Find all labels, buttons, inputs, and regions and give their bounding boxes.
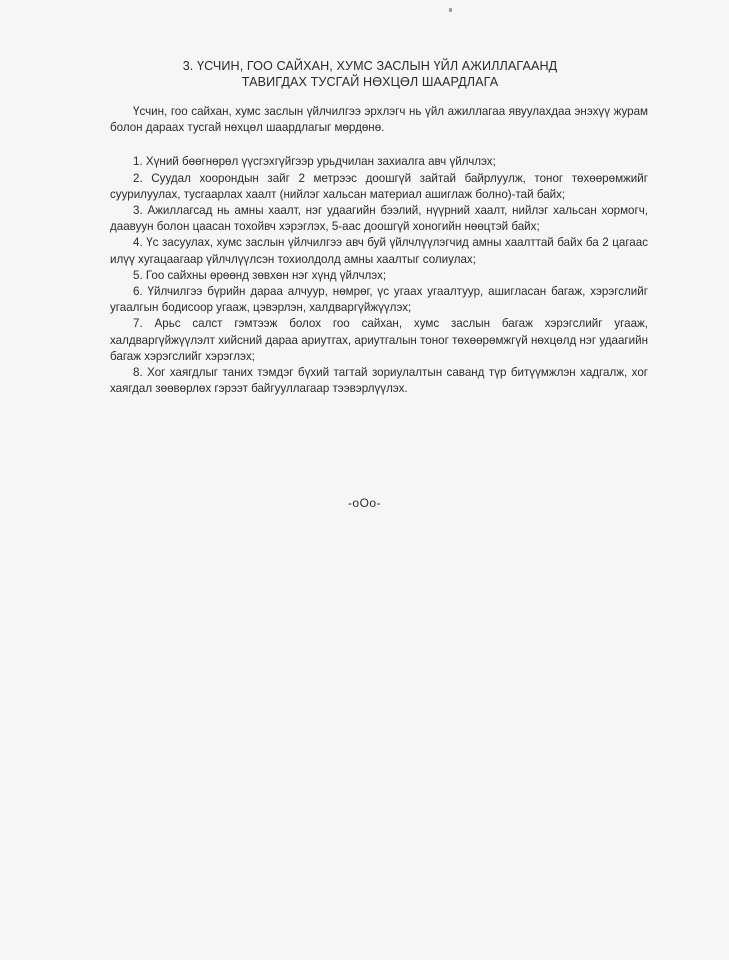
- document-title: [130, 58, 610, 90]
- requirement-item-2: 2. Суудал хоорондын зайг 2 метрээс доошгүй зайтай байрлуулж, тоног төхөөрөмжийг суурилуулах, тусгаарлах хаалт (нийлэг хальсан материал ашиглаж болно)-тай байх;: [110, 171, 648, 201]
- title-line-2: ТАВИГДАХ ТУСГАЙ НӨХЦӨЛ ШААРДЛАГА: [241, 75, 499, 89]
- end-mark: -oOo-: [347, 496, 382, 510]
- requirement-item-1: 1. Хүний бөөгнөрөл үүсгэхгүйгээр урьдчилан захиалга авч үйлчлэх;: [133, 155, 496, 169]
- requirement-item-4: 4. Үс засуулах, хумс заслын үйлчилгээ авч буй үйлчлүүлэгчид амны хаалттай байх ба 2 цагаас илүү хугацаагаар үйлчлүүлсэн тохиолдолд амны хаалтыг солиулах;: [110, 236, 648, 266]
- scan-speck: [449, 8, 452, 12]
- requirement-item-5: 5. Гоо сайхны өрөөнд зөвхөн нэг хүнд үйлчлэх;: [133, 268, 387, 282]
- intro-paragraph: Үсчин, гоо сайхан, хумс заслын үйлчилгээ эрхлэгч нь үйл ажиллагаа явуулахдаа энэхүү журам болон дараах тусгай нөхцөл шаардлагыг мөрдөнө.: [110, 105, 648, 135]
- requirement-item-8: 8. Хог хаягдлыг таних тэмдэг бүхий тагтай зориулалтын саванд түр битүүмжлэн хадгалж, хог хаягдал зөөвөрлөх гэрээт байгууллагаар тээвэрлүүлэх.: [110, 366, 648, 396]
- requirement-item-3: 3. Ажиллагсад нь амны хаалт, нэг удаагийн бээлий, нүүрний хаалт, нийлэг хальсан хормогч, даавуун болон цаасан тохойвч хэрэглэх, 5-аас доошгүй хоногийн нөөцтэй байх;: [110, 204, 648, 234]
- requirement-item-6: 6. Үйлчилгээ бүрийн дараа алчуур, нөмрөг, үс угаах угаалтуур, ашигласан багаж, хэрэгслийг угаалгын бодисоор угааж, цэвэрлэн, халдваргүйжүүлэх;: [110, 285, 648, 315]
- title-line-1: 3. ҮСЧИН, ГОО САЙХАН, ХУМС ЗАСЛЫН ҮЙЛ АЖИЛЛАГААНД: [182, 59, 558, 73]
- requirement-item-7: 7. Арьс салст гэмтээж болох гоо сайхан, хумс заслын багаж хэрэгслийг угааж, халдваргүйжүүлэлт хийсний дараа ариутгах, ариутгалын тоног төхөөрөмжгүй нөхцөлд нэг удаагийн багаж хэрэгслийг хэрэглэх;: [110, 317, 648, 363]
- document-body: [110, 104, 648, 397]
